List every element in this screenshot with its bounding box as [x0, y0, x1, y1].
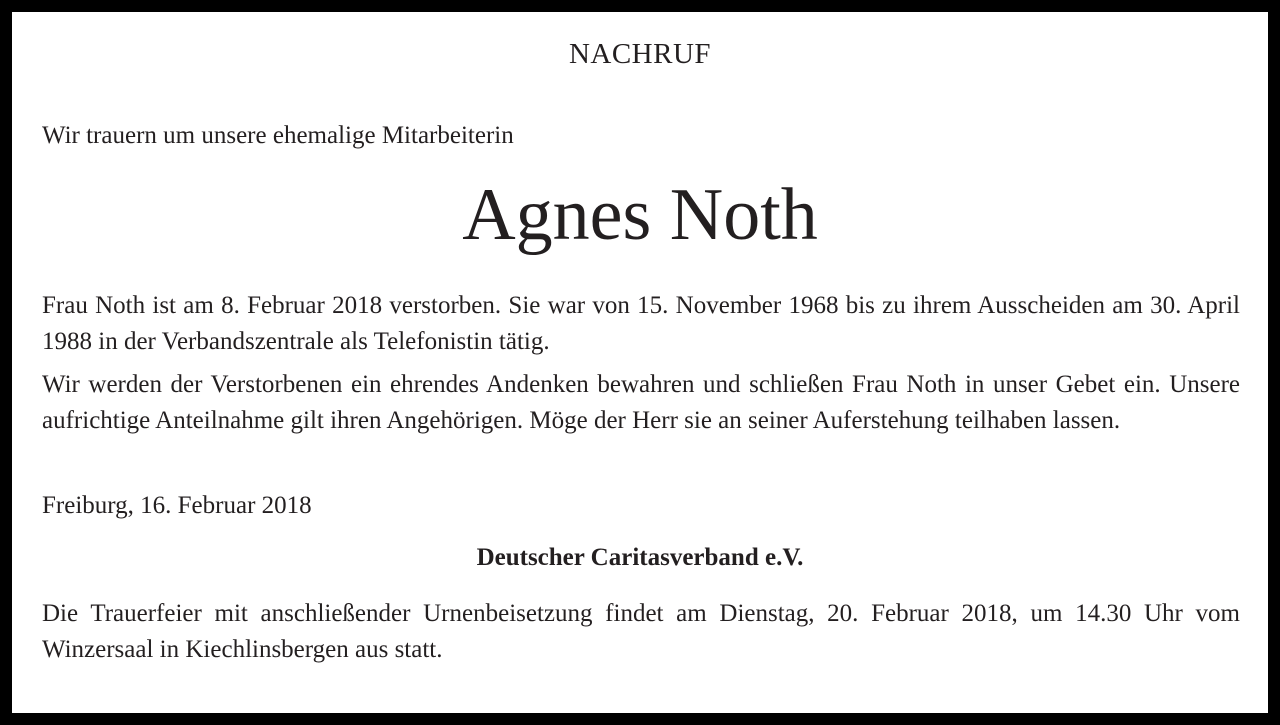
paragraph-funeral-details: Die Trauerfeier mit anschließender Urnenbeisetzung findet am Dienstag, 20. Februar 2018, um 14.30 Uhr vom Winzersaal in Kiechlinsbergen aus statt.: [42, 600, 1240, 663]
paragraph-death-employment: Frau Noth ist am 8. Februar 2018 verstorben. Sie war von 15. November 1968 bis zu ihrem Ausscheiden am 30. April 1988 in der Verbandszentrale als Telefonistin tätig.: [42, 292, 1240, 355]
intro-line: Wir trauern um unsere ehemalige Mitarbeiterin: [42, 122, 514, 149]
place-and-date: Freiburg, 16. Februar 2018: [42, 492, 312, 519]
organization-signature: Deutscher Caritasverband e.V.: [476, 544, 804, 571]
paragraph-condolence: Wir werden der Verstorbenen ein ehrendes Andenken bewahren und schließen Frau Noth in unser Gebet ein. Unsere aufrichtige Anteilnahme gilt ihren Angehörigen. Möge der Herr sie an seiner Auferstehung teilhaben lassen.: [42, 371, 1240, 434]
notice-heading: NACHRUF: [568, 38, 712, 70]
obituary-notice: [12, 12, 1268, 713]
deceased-name: Agnes Noth: [462, 174, 818, 256]
